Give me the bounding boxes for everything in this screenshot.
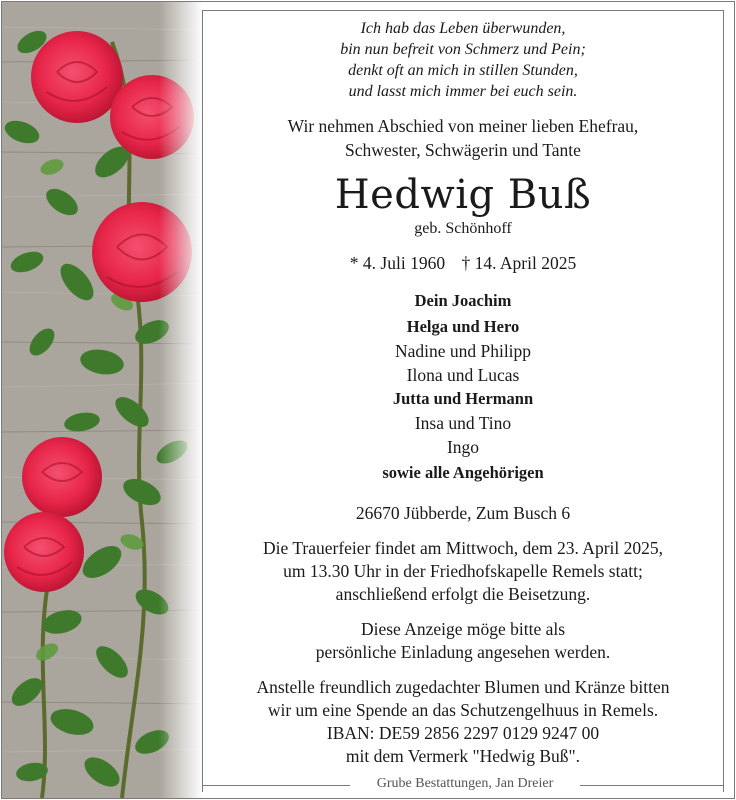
mourners-list [202, 289, 724, 485]
iban: IBAN: DE59 2856 2297 0129 9247 00 [326, 723, 600, 743]
invitation-line: persönliche Einladung angesehen werden. [315, 642, 611, 662]
donation-line: Anstelle freundlich zugedachter Blumen und Kränze bitten [256, 677, 670, 697]
mourner: Nadine und Philipp [394, 341, 532, 361]
poem-line: und lasst mich immer bei euch sein. [348, 83, 578, 100]
funeral-home-credit: Grube Bestattungen, Jan Dreier [376, 776, 554, 791]
mourner: Ilona und Lucas [406, 365, 520, 385]
donation-request [202, 676, 724, 768]
invitation-note [202, 618, 724, 664]
deceased-name: Hedwig Buß [334, 172, 592, 218]
footer-rule-left [202, 785, 350, 786]
rose-photo [2, 2, 220, 798]
ceremony-line: Die Trauerfeier findet am Mittwoch, dem 23. April 2025, [263, 538, 663, 558]
address: 26670 Jübberde, Zum Busch 6 [355, 503, 571, 523]
intro-line: Wir nehmen Abschied von meiner lieben Ehefrau, [287, 116, 639, 136]
farewell-intro [202, 114, 724, 162]
roses-on-wood-image [2, 2, 220, 798]
ceremony-info [202, 537, 724, 606]
death-date: † 14. April 2025 [461, 253, 577, 273]
ceremony-line: um 13.30 Uhr in der Friedhofskapelle Remels statt; [283, 561, 643, 581]
poem-line: bin nun befreit von Schmerz und Pein; [340, 41, 586, 58]
mourner: Helga und Hero [406, 317, 520, 336]
footer-rule-right [580, 785, 723, 786]
intro-line: Schwester, Schwägerin und Tante [345, 140, 581, 160]
poem-line: denkt oft an mich in stillen Stunden, [348, 62, 578, 79]
donation-line: wir um eine Spende an das Schutzengelhuus in Remels. [267, 700, 659, 720]
mourner: Ingo [446, 437, 480, 457]
mourner: Dein Joachim [414, 291, 512, 310]
poem [202, 18, 724, 102]
ceremony-line: anschließend erfolgt die Beisetzung. [335, 584, 591, 604]
birth-name: geb. Schönhoff [414, 220, 512, 237]
poem-line: Ich hab das Leben überwunden, [360, 20, 566, 37]
birth-date: * 4. Juli 1960 [349, 253, 446, 273]
mourner: Insa und Tino [414, 413, 512, 433]
mourner: Jutta und Hermann [392, 389, 534, 408]
mourner: sowie alle Angehörigen [382, 463, 544, 482]
donation-line: mit dem Vermerk "Hedwig Buß". [345, 746, 581, 766]
life-dates [202, 251, 724, 275]
invitation-line: Diese Anzeige möge bitte als [360, 619, 566, 639]
obituary-text [202, 18, 724, 768]
